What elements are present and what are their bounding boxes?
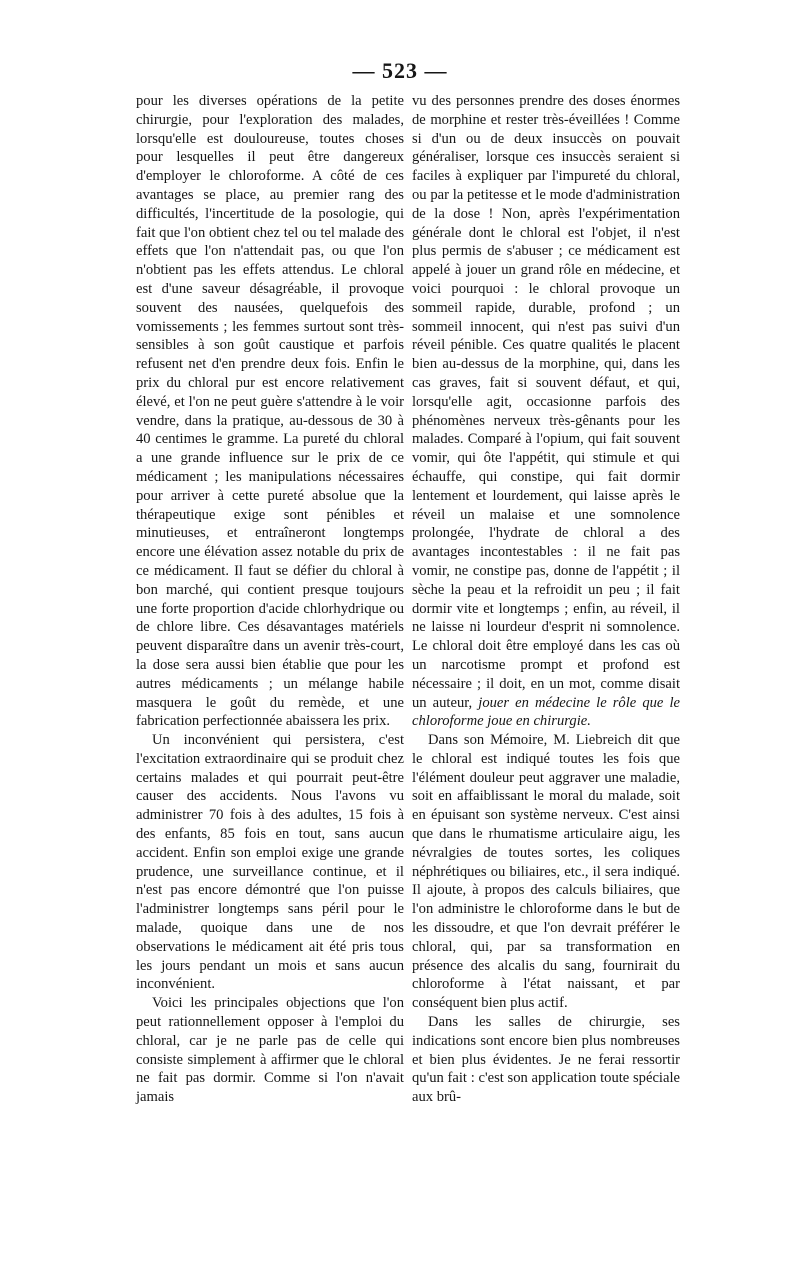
paragraph-text: vu des personnes prendre des doses énormes de morphine et rester très-éveillées ! Comme si d'un ou de deux insuccès on pouvait généraliser, lorsque ces insuccès seraient si faciles à expliquer par l'impureté du chloral, ou par la petitesse et le mode d'administration de la dose ! Non, après l'expérimentation générale dont le chloral est l'objet, il n'est plus permis de s'abuser ; ce médicament est appelé à jouer un grand rôle en médecine, et voici pourquoi : le chloral provoque un sommeil rapide, durable, profond ; un sommeil innocent, qui n'est pas suivi d'un réveil pénible. Ces quatre qualités le placent bien au-dessus de la morphine, qui, dans les cas graves, fait si souvent défaut, et qui, lorsqu'elle agit, occasionne parfois des phénomènes nerveux très-gênants pour les malades. Comparé à l'opium, qui fait souvent vomir, qui ôte l'appétit, qui stimule et qui échauffe, qui constipe, qui fait dormir lentement et lourdement, qui laisse après le réveil un malaise et une somnolence prolongée, l'hydrate de chloral a des avantages incontestables : il ne fait pas vomir, ne constipe pas, donne de l'appétit ; il sèche la peau et la refroidit un peu ; il fait dormir vite et longtemps ; enfin, au réveil, il ne laisse ni lourdeur d'esprit ni somnolence. Le chloral doit être employé dans les cas où un narcotisme prompt et profond est nécessaire ; il doit, en un mot, comme disait un auteur, [412, 93, 680, 711]
right-column [412, 92, 680, 1107]
italic-quote: jouer en médecine le rôle que le chloroforme joue en chirurgie. [412, 694, 680, 730]
paragraph [412, 92, 680, 731]
paragraph: pour les diverses opérations de la petite chirurgie, pour l'exploration des malades, lorsqu'elle est douloureuse, toutes choses pour lesquelles il peut être dangereux d'employer le chloroforme. A côté de ces avantages se place, au premier rang des difficultés, l'incertitude de la posologie, qui fait que l'on obtient chez tel ou tel malade des effets que l'on n'attendait pas, ou que l'on n'obtient pas les effets attendus. Le chloral est d'une saveur désagréable, il provoque souvent des nausées, quelquefois des vomissements ; les femmes surtout sont très-sensibles à son goût caustique et parfois refusent net d'en prendre deux fois. Enfin le prix du chloral pur est encore relativement élevé, et l'on ne peut guère s'attendre à le voir vendre, dans la pratique, au-dessous de 30 à 40 centimes le gramme. La pureté du chloral a une grande influence sur le prix de ce médicament ; les manipulations nécessaires pour arriver à cette pureté absolue que la thérapeutique exige sont pénibles et minutieuses, et entraîneront longtemps encore une élévation assez notable du prix de ce médicament. Il faut se défier du chloral à bon marché, qui contient presque toujours une forte proportion d'acide chlorhydrique ou de chlore libre. Ces désavantages matériels peuvent disparaître dans un avenir très-court, la dose sera aussi bien établie que pour les autres médicaments ; un mélange habile masquera le goût du remède, et une fabrication perfectionnée abaissera les prix. [136, 93, 404, 730]
paragraph: Dans son Mémoire, M. Liebreich dit que le chloral est indiqué toutes les fois que l'élément douleur peut aggraver une maladie, soit en affaiblissant le moral du malade, soit en épuisant son système nerveux. C'est ainsi que dans le rhumatisme articulaire aigu, les névralgies de toutes sortes, les coliques néphrétiques ou biliaires, etc., il sera indiqué. Il ajoute, à propos des calculs biliaires, que l'on administre le chloroforme dans le but de les dissoudre, et que l'on devrait préférer le chloral, qui, par sa transformation en présence des alcalis du sang, fournirait du chloroforme à l'état naissant, et par conséquent bien plus actif. [412, 732, 680, 1012]
left-column [136, 92, 404, 1107]
paragraph: Voici les principales objections que l'on peut rationnellement opposer à l'emploi du chloral, car je ne parle pas de celle qui consiste simplement à affirmer que le chloral ne fait pas dormir. Comme si l'on n'avait jamais [136, 995, 404, 1106]
paragraph: Dans les salles de chirurgie, ses indications sont encore bien plus nombreuses et bien plus évidentes. Je ne ferai ressortir qu'un fait : c'est son application toute spéciale aux brû- [412, 1014, 680, 1106]
page-number: — 523 — [352, 58, 448, 83]
paragraph: Un inconvénient qui persistera, c'est l'excitation extraordinaire qui se produit chez certains malades et qui pourrait peut-être causer des accidents. Nous l'avons vu administrer 70 fois à des adultes, 15 fois à des enfants, 85 fois en tout, sans aucun accident. Enfin son emploi exige une grande prudence, une surveillance continue, et il n'est pas encore démontré que l'on puisse l'administrer longtemps sans péril pour le malade, quoique dans une de nos observations le médicament ait été pris tous les jours pendant un mois et sans aucun inconvénient. [136, 732, 404, 993]
